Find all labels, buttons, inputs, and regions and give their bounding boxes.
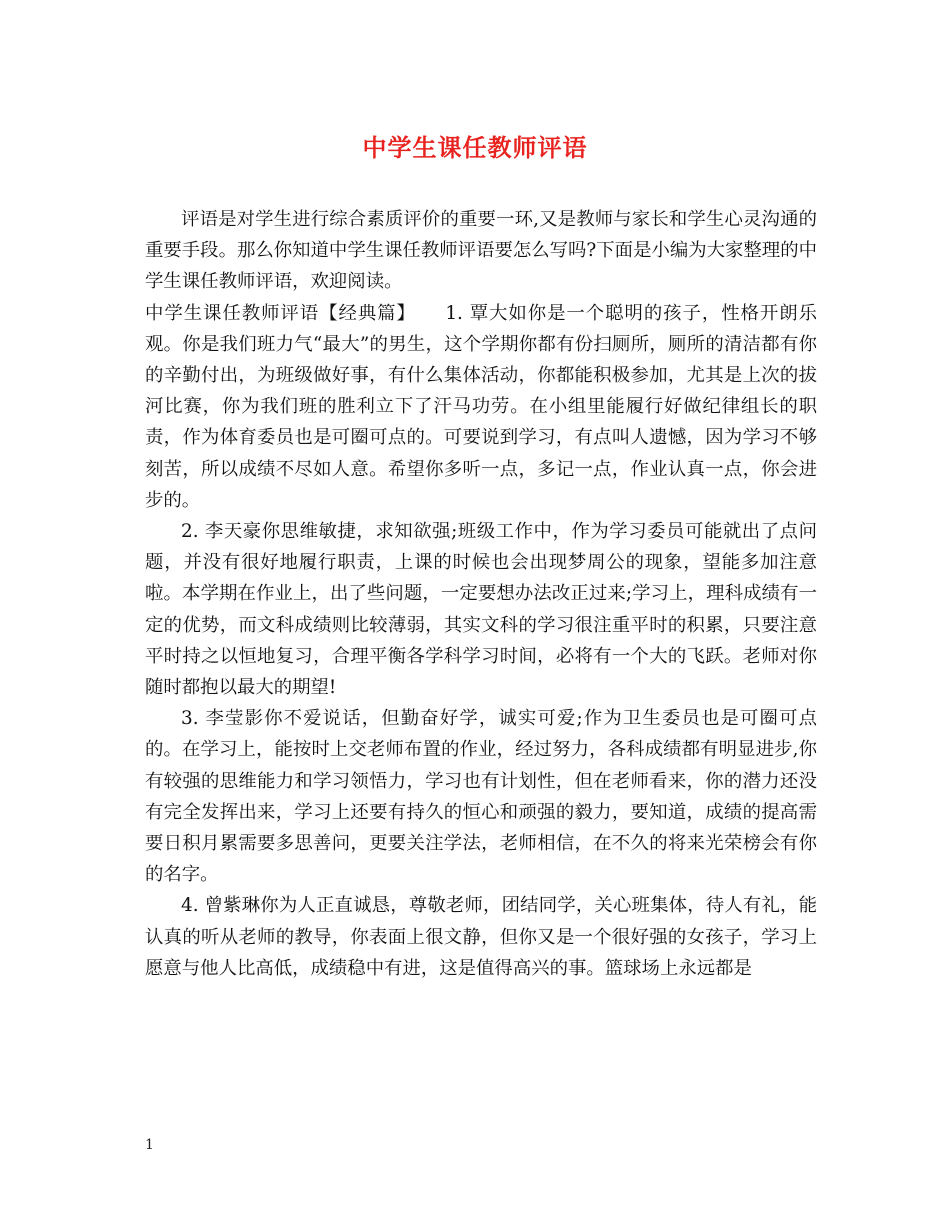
comment-paragraph-4: 4. 曾紫琳你为人正直诚恳，尊敬老师，团结同学，关心班集体，待人有礼，能认真的听从老师的教导，你表面上很文静，但你又是一个很好强的女孩子，学习上愿意与他人比高低，成绩稳中有进，这是值得高兴的事。篮球场上永远都是 [145,895,817,979]
intro-paragraph: 评语是对学生进行综合素质评价的重要一环,又是教师与家长和学生心灵沟通的重要手段。那么你知道中学生课任教师评语要怎么写吗?下面是小编为大家整理的中学生课任教师评语，欢迎阅读。 [145,209,817,293]
comment-paragraph-2: 2. 李天豪你思维敏捷，求知欲强;班级工作中，作为学习委员可能就出了点问题，并没有很好地履行职责，上课的时候也会出现梦周公的现象，望能多加注意啦。本学期在作业上，出了些问题，一定要想办法改正过来;学习上，理科成绩有一定的优势，而文科成绩则比较薄弱，其实文科的学习很注重平时的积累，只要注意平时持之以恒地复习，合理平衡各学科学习时间，必将有一个大的飞跃。老师对你随时都抱以最大的期望! [145,521,817,699]
page-number: 1 [145,1137,154,1153]
comment-paragraph-3: 3. 李莹影你不爱说话，但勤奋好学，诚实可爱;作为卫生委员也是可圈可点的。在学习上，能按时上交老师布置的作业，经过努力，各科成绩都有明显进步,你有较强的思维能力和学习领悟力，学习也有计划性，但在老师看来，你的潜力还没有完全发挥出来，学习上还要有持久的恒心和顽强的毅力，要知道，成绩的提高需要日积月累需要多思善问，更要关注学法，老师相信，在不久的将来光荣榜会有你的名字。 [145,708,817,886]
document-title: 中学生课任教师评语 [362,133,588,162]
document-body [145,204,817,984]
comment-paragraph-1: 中学生课任教师评语【经典篇】 1. 覃大如你是一个聪明的孩子，性格开朗乐观。你是我们班力气“最大”的男生，这个学期你都有份扫厕所，厕所的清洁都有你的辛勤付出，为班级做好事，有什么集体活动，你都能积极参加，尤其是上次的拔河比赛，你为我们班的胜利立下了汗马功劳。在小组里能履行好做纪律组长的职责，作为体育委员也是可圈可点的。可要说到学习，有点叫人遗憾，因为学习不够刻苦，所以成绩不尽如人意。希望你多听一点，多记一点，作业认真一点，你会进步的。 [145,302,817,511]
